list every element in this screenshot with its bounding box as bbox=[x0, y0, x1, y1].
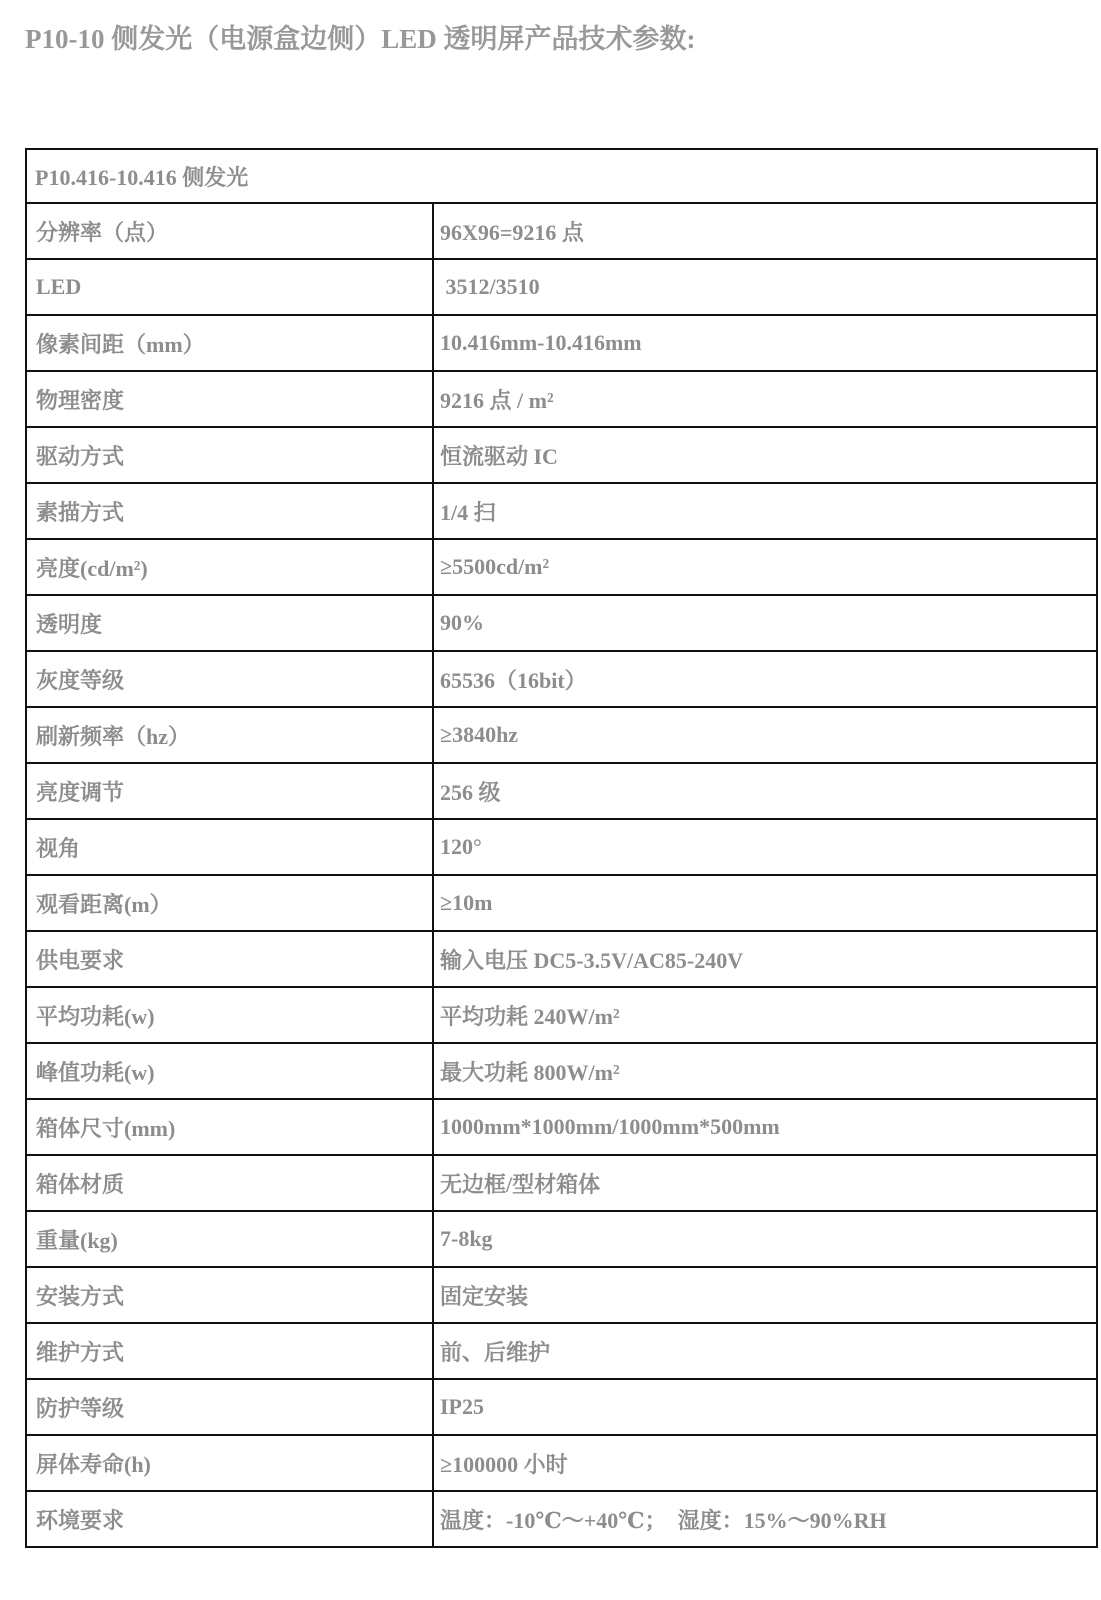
table-row bbox=[26, 539, 1097, 595]
param-value-cell: 固定安装 bbox=[433, 1267, 1097, 1323]
param-label-cell: 环境要求 bbox=[26, 1491, 433, 1547]
param-label-cell: LED bbox=[26, 259, 433, 315]
param-label-cell: 安装方式 bbox=[26, 1267, 433, 1323]
param-label-cell: 灰度等级 bbox=[26, 651, 433, 707]
param-value-cell: 前、后维护 bbox=[433, 1323, 1097, 1379]
param-label-cell: 屏体寿命(h) bbox=[26, 1435, 433, 1491]
param-value-cell: 7-8kg bbox=[433, 1211, 1097, 1267]
param-value-cell: 96X96=9216 点 bbox=[433, 203, 1097, 259]
param-value-cell: 90% bbox=[433, 595, 1097, 651]
param-value-cell: 9216 点 / m² bbox=[433, 371, 1097, 427]
table-row bbox=[26, 651, 1097, 707]
param-value-cell: 256 级 bbox=[433, 763, 1097, 819]
table-row bbox=[26, 987, 1097, 1043]
param-label-cell: 分辨率（点） bbox=[26, 203, 433, 259]
param-label-cell: 物理密度 bbox=[26, 371, 433, 427]
param-value-cell: 恒流驱动 IC bbox=[433, 427, 1097, 483]
param-value-cell: 1000mm*1000mm/1000mm*500mm bbox=[433, 1099, 1097, 1155]
table-body bbox=[26, 203, 1097, 1547]
table-row bbox=[26, 819, 1097, 875]
param-value-cell: ≥100000 小时 bbox=[433, 1435, 1097, 1491]
table-header-cell: P10.416-10.416 侧发光 bbox=[26, 149, 1097, 203]
page-title: P10-10 侧发光（电源盒边侧）LED 透明屏产品技术参数: bbox=[25, 24, 696, 54]
param-value-cell: 无边框/型材箱体 bbox=[433, 1155, 1097, 1211]
param-label-cell: 箱体材质 bbox=[26, 1155, 433, 1211]
table-row bbox=[26, 371, 1097, 427]
param-label-cell: 驱动方式 bbox=[26, 427, 433, 483]
table-row bbox=[26, 1491, 1097, 1547]
table-row bbox=[26, 483, 1097, 539]
table-row bbox=[26, 315, 1097, 371]
table-row bbox=[26, 1155, 1097, 1211]
param-label-cell: 防护等级 bbox=[26, 1379, 433, 1435]
param-label-cell: 平均功耗(w) bbox=[26, 987, 433, 1043]
table-row bbox=[26, 595, 1097, 651]
param-value-cell: IP25 bbox=[433, 1379, 1097, 1435]
table-row bbox=[26, 1379, 1097, 1435]
table-row bbox=[26, 203, 1097, 259]
table-header-row bbox=[26, 149, 1097, 203]
param-value-cell: 65536（16bit） bbox=[433, 651, 1097, 707]
table-row bbox=[26, 707, 1097, 763]
table-row bbox=[26, 931, 1097, 987]
param-label-cell: 视角 bbox=[26, 819, 433, 875]
param-label-cell: 观看距离(m） bbox=[26, 875, 433, 931]
spec-table bbox=[25, 148, 1098, 1548]
param-value-cell: 最大功耗 800W/m² bbox=[433, 1043, 1097, 1099]
table-row bbox=[26, 1435, 1097, 1491]
param-value-cell: 温度：-10℃～+40℃； 湿度：15%～90%RH bbox=[433, 1491, 1097, 1547]
param-value-cell: 平均功耗 240W/m² bbox=[433, 987, 1097, 1043]
param-value-cell: 120° bbox=[433, 819, 1097, 875]
param-value-cell: ≥5500cd/m² bbox=[433, 539, 1097, 595]
param-label-cell: 透明度 bbox=[26, 595, 433, 651]
param-label-cell: 重量(kg) bbox=[26, 1211, 433, 1267]
param-label-cell: 供电要求 bbox=[26, 931, 433, 987]
table-row bbox=[26, 427, 1097, 483]
table-row bbox=[26, 1323, 1097, 1379]
param-label-cell: 亮度调节 bbox=[26, 763, 433, 819]
param-label-cell: 维护方式 bbox=[26, 1323, 433, 1379]
param-label-cell: 亮度(cd/m²) bbox=[26, 539, 433, 595]
param-label-cell: 素描方式 bbox=[26, 483, 433, 539]
table-row bbox=[26, 875, 1097, 931]
param-value-cell: 10.416mm-10.416mm bbox=[433, 315, 1097, 371]
table-row bbox=[26, 1099, 1097, 1155]
param-label-cell: 刷新频率（hz） bbox=[26, 707, 433, 763]
table-row bbox=[26, 763, 1097, 819]
table-row bbox=[26, 1211, 1097, 1267]
param-value-cell: ≥3840hz bbox=[433, 707, 1097, 763]
param-value-cell: 输入电压 DC5-3.5V/AC85-240V bbox=[433, 931, 1097, 987]
param-label-cell: 像素间距（mm） bbox=[26, 315, 433, 371]
param-value-cell: 3512/3510 bbox=[433, 259, 1097, 315]
table-row bbox=[26, 259, 1097, 315]
table-row bbox=[26, 1043, 1097, 1099]
param-label-cell: 箱体尺寸(mm) bbox=[26, 1099, 433, 1155]
param-label-cell: 峰值功耗(w) bbox=[26, 1043, 433, 1099]
param-value-cell: ≥10m bbox=[433, 875, 1097, 931]
param-value-cell: 1/4 扫 bbox=[433, 483, 1097, 539]
table-row bbox=[26, 1267, 1097, 1323]
